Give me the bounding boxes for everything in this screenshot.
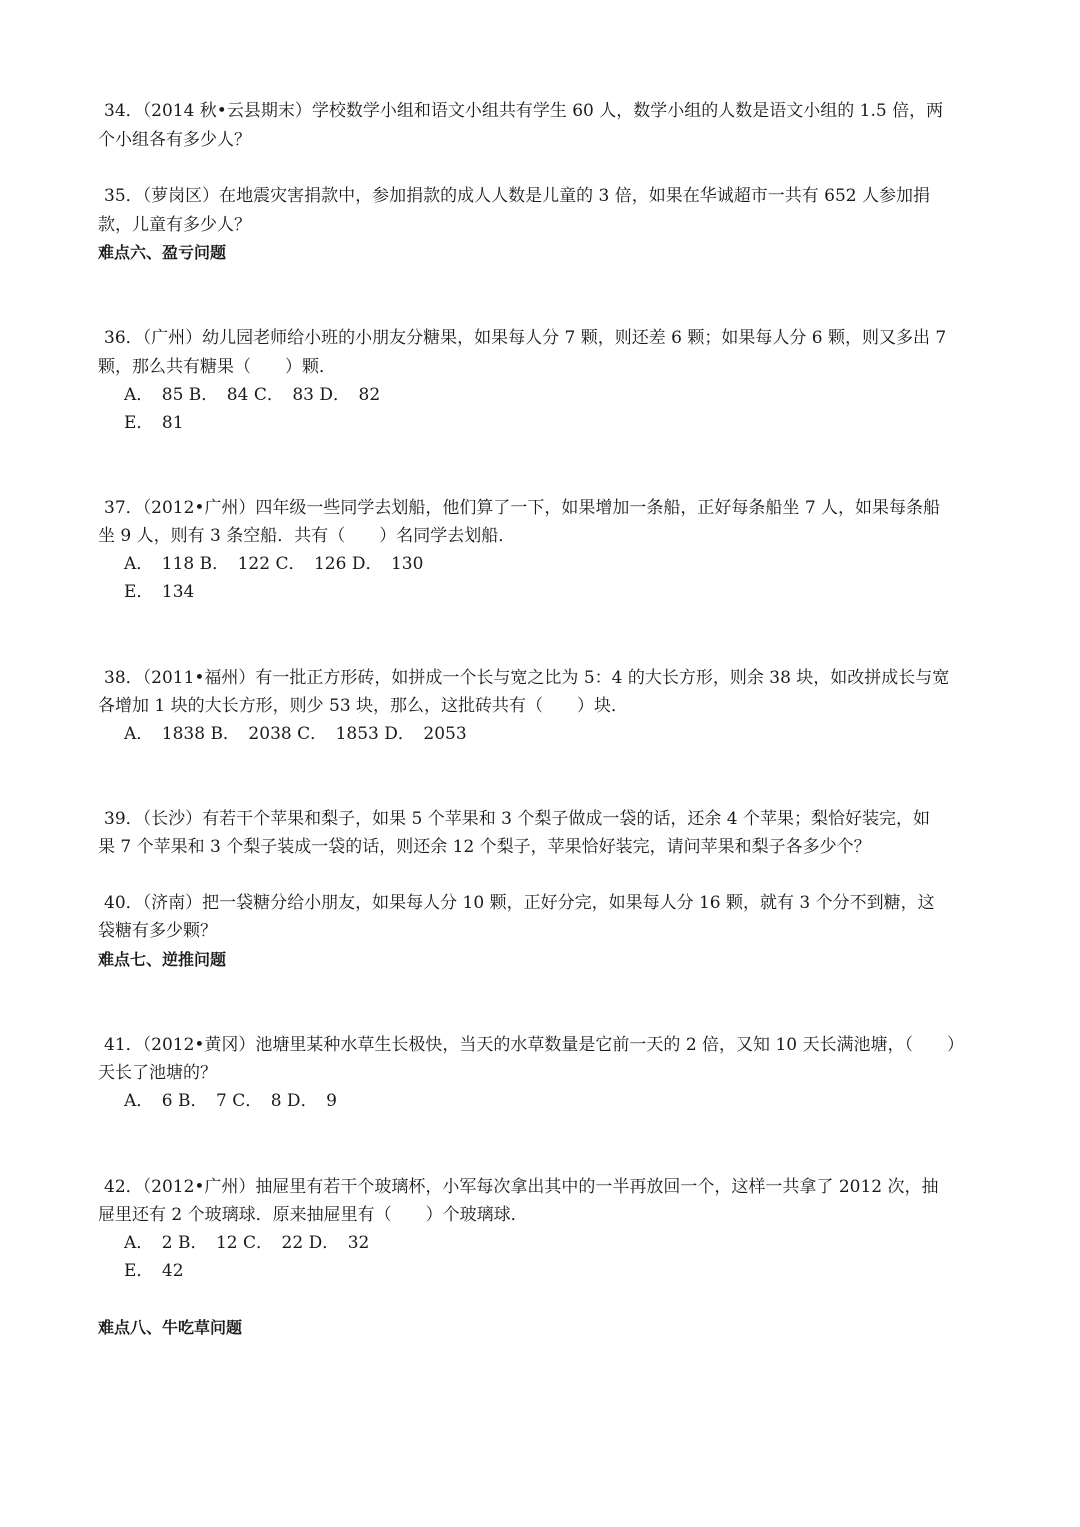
q38-line1: 38．（2011•福州）有一批正方形砖，如拼成一个长与宽之比为 5：4 的大长方形，则余 38 块，如改拼成长与宽 (104, 668, 950, 688)
q36-line1: 36．（广州）幼儿园老师给小班的小朋友分糖果，如果每人分 7 颗，则还差 6 颗；如果每人分 6 颗，则又多出 7 (104, 328, 947, 348)
q36-options: A． 85 B． 84 C． 83 D． 82 (124, 385, 381, 405)
q40-line2: 袋糖有多少颗？ (98, 921, 217, 941)
section-heading-6: 难点六、盈亏问题 (98, 243, 227, 262)
q35-line2: 款，儿童有多少人？ (98, 215, 251, 235)
q41-line1: 41．（2012•黄冈）池塘里某种水草生长极快，当天的水草数量是它前一天的 2 倍，又知 10 天长满池塘，（ ） (104, 1035, 964, 1055)
q37-line2: 坐 9 人，则有 3 条空船．共有（ ）名同学去划船． (98, 526, 516, 546)
section-heading-8: 难点八、牛吃草问题 (98, 1318, 243, 1337)
q42-line1: 42．（2012•广州）抽屉里有若干个玻璃杯，小军每次拿出其中的一半再放回一个，这样一共拿了 2012 次，抽 (104, 1177, 939, 1197)
q34-line2: 个小组各有多少人？ (98, 130, 251, 150)
q42-options: A． 2 B． 12 C． 22 D． 32 (124, 1233, 370, 1253)
q40-line1: 40．（济南）把一袋糖分给小朋友，如果每人分 10 颗，正好分完，如果每人分 16 颗，就有 3 个分不到糖，这 (104, 893, 935, 913)
q38-options: A． 1838 B． 2038 C． 1853 D． 2053 (124, 724, 467, 744)
q42-option-e: E． 42 (124, 1261, 184, 1281)
q36-line2: 颗，那么共有糖果（ ）颗． (98, 357, 336, 377)
q34-line1: 34．（2014 秋•云县期末）学校数学小组和语文小组共有学生 60 人，数学小组的人数是语文小组的 1.5 倍，两 (104, 101, 944, 121)
section-heading-7: 难点七、逆推问题 (98, 950, 227, 969)
q42-line2: 屉里还有 2 个玻璃球．原来抽屉里有（ ）个玻璃球． (98, 1205, 528, 1225)
q41-options: A． 6 B． 7 C． 8 D． 9 (124, 1091, 337, 1111)
q36-option-e: E． 81 (124, 413, 184, 433)
q35-line1: 35．（萝岗区）在地震灾害捐款中，参加捐款的成人人数是儿童的 3 倍，如果在华诚超市一共有 652 人参加捐 (104, 186, 931, 206)
q41-line2: 天长了池塘的？ (98, 1063, 217, 1083)
q37-option-e: E． 134 (124, 582, 195, 602)
q37-line1: 37．（2012•广州）四年级一些同学去划船，他们算了一下，如果增加一条船，正好每条船坐 7 人，如果每条船 (104, 498, 941, 518)
q39-line1: 39．（长沙）有若干个苹果和梨子，如果 5 个苹果和 3 个梨子做成一袋的话，还余 4 个苹果；梨恰好装完，如 (104, 809, 931, 829)
q37-options: A． 118 B． 122 C． 126 D． 130 (124, 554, 424, 574)
q39-line2: 果 7 个苹果和 3 个梨子装成一袋的话，则还余 12 个梨子，苹果恰好装完，请问苹果和梨子各多少个？ (98, 837, 871, 857)
q38-line2: 各增加 1 块的大长方形，则少 53 块，那么，这批砖共有（ ）块． (98, 696, 629, 716)
